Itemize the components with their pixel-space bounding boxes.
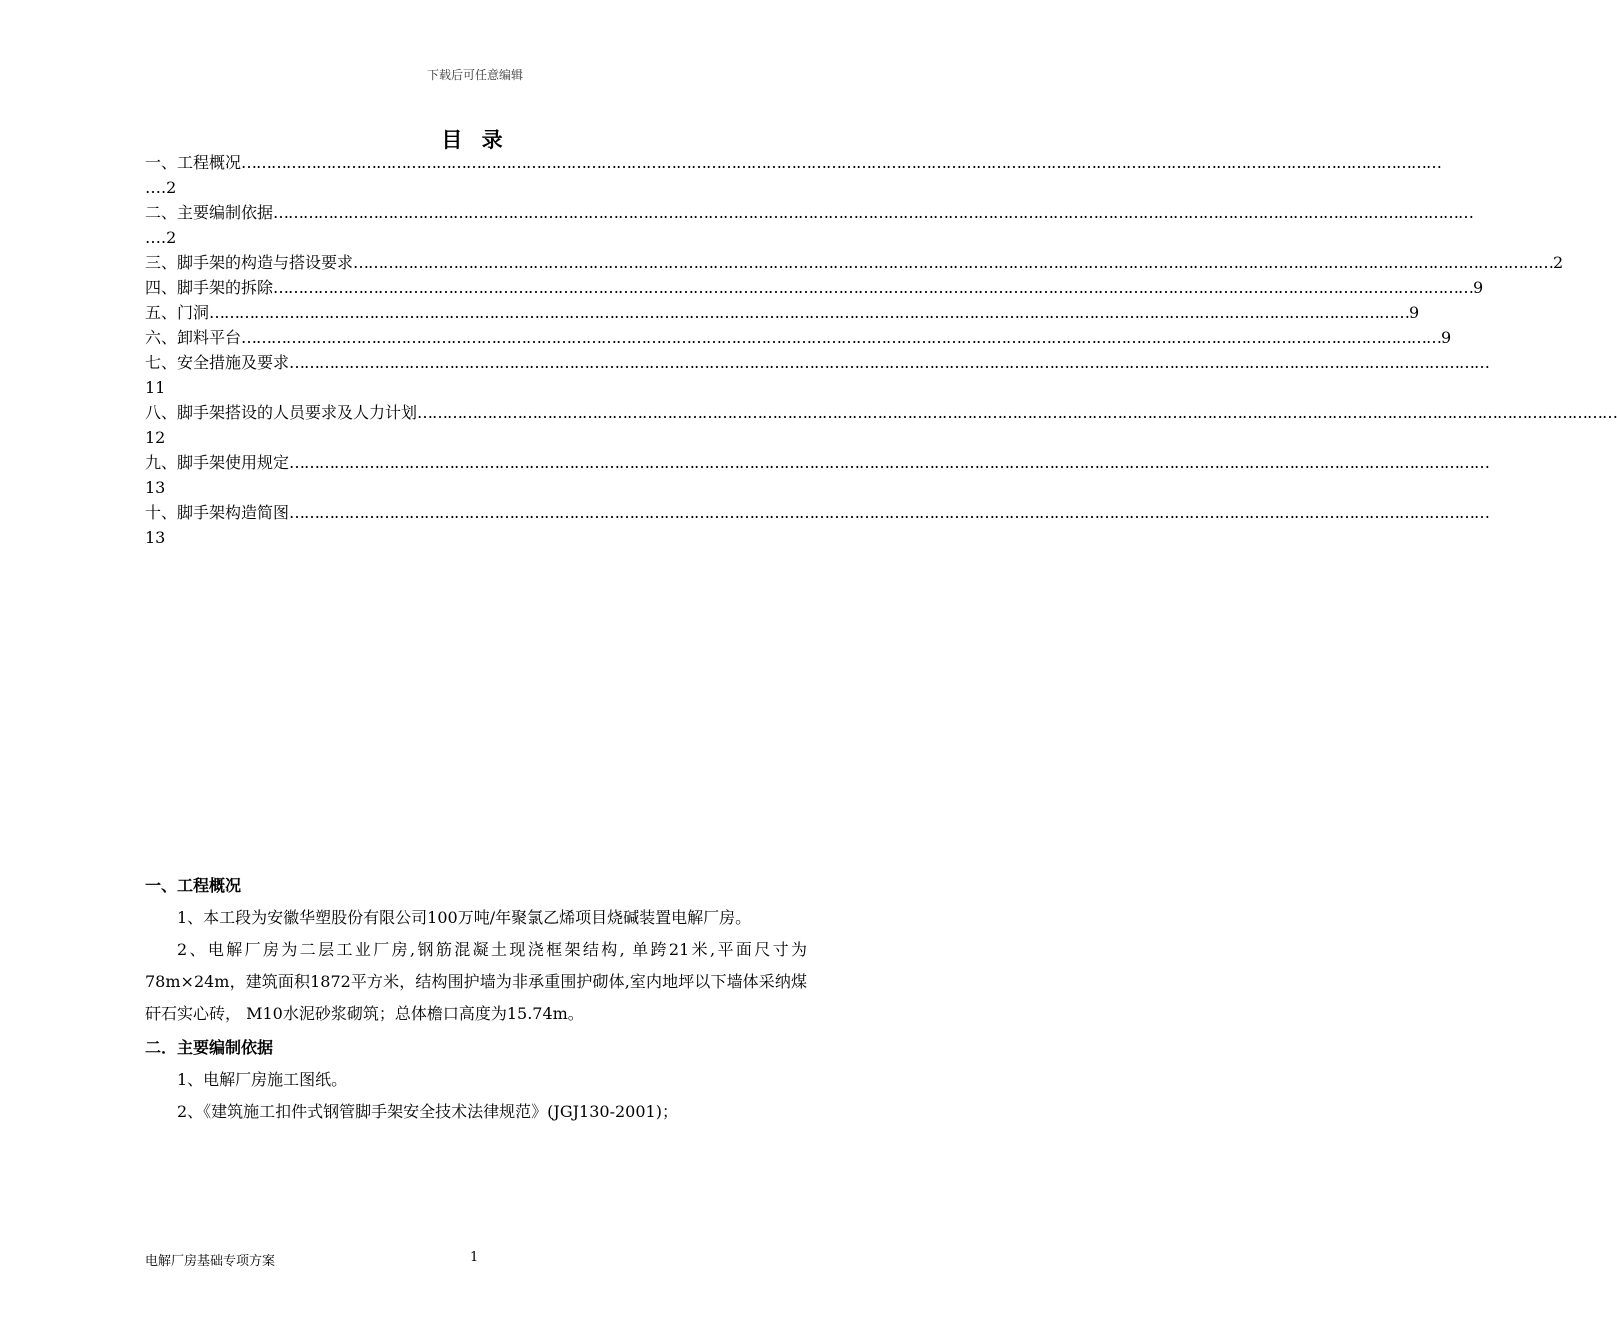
toc-entry[interactable] <box>145 500 1490 525</box>
toc-leader-dots: …………………………………………………………………………………………………………………………………………………………………………………………………………………… <box>241 153 1442 172</box>
toc-entry[interactable] <box>145 150 1442 175</box>
toc-entry-label: 六、卸料平台 <box>145 328 242 347</box>
toc-entry-page-wrap: 12 <box>145 428 166 447</box>
toc-entry-label: 四、脚手架的拆除 <box>145 278 274 297</box>
toc-entry-page-wrap: 13 <box>145 528 166 547</box>
toc-leader-dots: …………………………………………………………………………………………………………………………………………………………………………………………………………………… <box>289 503 1490 522</box>
toc-leader-dots: …………………………………………………………………………………………………………………………………………………………………………………………………………………… <box>273 278 1474 297</box>
toc-leader-dots: …………………………………………………………………………………………………………………………………………………………………………………………………………………… <box>241 328 1442 347</box>
toc-entry[interactable] <box>145 450 1490 475</box>
paragraph: 1、本工段为安徽华塑股份有限公司100万吨/年聚氯乙烯项目烧碱装置电解厂房。 <box>177 908 752 927</box>
paragraph: 2、《建筑施工扣件式钢管脚手架安全技术法律规范》(JGJ130-2001)； <box>177 1102 678 1121</box>
header-note: 下载后可任意编辑 <box>426 68 523 82</box>
toc-leader-dots: …………………………………………………………………………………………………………………………………………………………………………………………………………………… <box>273 203 1474 222</box>
toc-entry[interactable] <box>145 350 1490 375</box>
toc-entry-page-wrap: 13 <box>145 478 166 497</box>
toc-entry-label: 八、脚手架搭设的人员要求及人力计划 <box>145 403 418 422</box>
toc-entry[interactable] <box>145 300 1420 325</box>
paragraph: 2、电解厂房为二层工业厂房,钢筋混凝土现浇框架结构, 单跨21米,平面尺寸为78m×24m，建筑面积1872平方米，结构围护墙为非承重围护砌体,室内地坪以下墙体采纳煤矸石实心砖， M10水泥砂浆砌筑；总体檐口高度为15.74m。 <box>145 940 807 1023</box>
toc-entry-label: 七、安全措施及要求 <box>145 353 290 372</box>
toc-entry-label: 十、脚手架构造简图 <box>145 503 290 522</box>
toc-entry-page-wrap: ….2 <box>145 178 177 197</box>
toc-entry-page-wrap: ….2 <box>145 228 177 247</box>
toc-entry[interactable] <box>145 200 1474 225</box>
toc-entry-page: 2 <box>1553 253 1564 272</box>
toc-leader-dots: …………………………………………………………………………………………………………………………………………………………………………………………………………………… <box>289 353 1490 372</box>
section-heading: 二．主要编制依据 <box>145 1038 274 1057</box>
toc-entry-label: 一、工程概况 <box>145 153 242 172</box>
toc-entry-page: 9 <box>1409 303 1420 322</box>
toc-entry-label: 九、脚手架使用规定 <box>145 453 290 472</box>
table-of-contents <box>145 150 1617 550</box>
toc-entry-page-wrap: 11 <box>145 378 166 397</box>
toc-entry[interactable] <box>145 400 1617 425</box>
toc-entry-label: 五、门洞 <box>145 303 210 322</box>
section-heading: 一、工程概况 <box>145 876 242 895</box>
toc-leader-dots: …………………………………………………………………………………………………………………………………………………………………………………………………………………… <box>417 403 1617 422</box>
toc-entry[interactable] <box>145 250 1564 275</box>
toc-entry-page: 9 <box>1473 278 1484 297</box>
toc-leader-dots: …………………………………………………………………………………………………………………………………………………………………………………………………………………… <box>289 453 1490 472</box>
toc-entry[interactable] <box>145 325 1452 350</box>
toc-entry-label: 三、脚手架的构造与搭设要求 <box>145 253 354 272</box>
toc-title: 目 录 <box>441 128 509 152</box>
toc-entry-page: 9 <box>1441 328 1452 347</box>
section-overview <box>145 870 807 1128</box>
footer-page-number: 1 <box>470 1250 479 1265</box>
toc-entry[interactable] <box>145 275 1484 300</box>
toc-entry-label: 二、主要编制依据 <box>145 203 274 222</box>
toc-leader-dots: …………………………………………………………………………………………………………………………………………………………………………………………………………………… <box>353 253 1554 272</box>
toc-leader-dots: …………………………………………………………………………………………………………………………………………………………………………………………………………………… <box>209 303 1410 322</box>
paragraph: 1、电解厂房施工图纸。 <box>177 1070 348 1089</box>
footer-title: 电解厂房基础专项方案 <box>145 1254 276 1269</box>
